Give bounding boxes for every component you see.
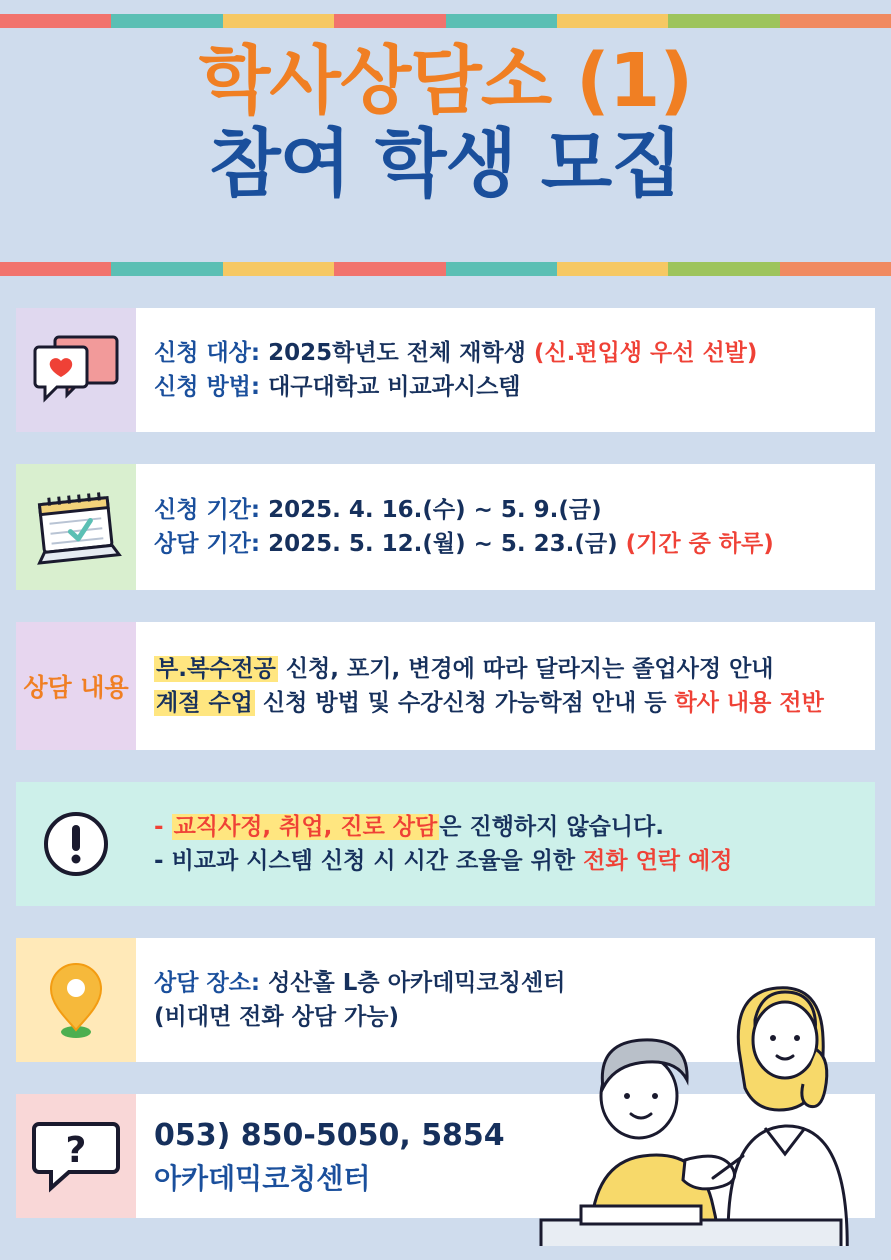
notice-line-2 [154,844,865,879]
place-line-1-label: 상담 장소: [154,969,261,996]
row-notice [16,782,875,906]
target-line-1-label: 신청 대상: [154,339,261,366]
title-line-2: 참여 학생 모집 [209,120,682,207]
period-line-2-label: 상담 기간: [154,531,261,557]
row-counseling-place [16,938,875,1062]
period-line-1-label: 신청 기간: [154,496,261,523]
notice-line-1-highlight: 교직사정, 취업, 진로 상담 [173,813,438,840]
notice-line-1-prefix: - [154,813,164,840]
application-period-text [136,464,875,590]
row-counseling-content [16,622,875,750]
notice-line-1-rest: 은 진행하지 않습니다. [439,813,664,840]
bottom-bar [0,1246,891,1260]
place-line-2: (비대면 전화 상담 가능) [154,1004,400,1030]
counseling-content-label [16,622,136,750]
period-line-1 [154,493,865,528]
poster-title [0,40,891,206]
target-line-1 [154,336,865,371]
content-line-2 [154,686,865,721]
period-line-2-value: 2025. 5. 12.(월) ~ 5. 23.(금) [268,531,618,557]
period-line-2-note: (기간 중 하루) [625,531,774,557]
target-line-1-note: (신.편입생 우선 선발) [533,339,758,366]
speech-bubble-heart-icon [16,308,136,432]
top-color-stripe [0,14,891,28]
period-line-2 [154,527,865,562]
content-line-2-highlight: 계절 수업 [156,690,253,716]
counseling-content-label-text: 상담 내용 [23,673,129,702]
contact-text [136,1094,875,1218]
target-line-1-value: 2025학년도 전체 재학생 [268,339,526,366]
place-line-1 [154,966,865,1001]
notice-text [136,782,875,906]
calendar-icon [16,464,136,590]
target-line-2-value: 대구대학교 비교과시스템 [268,374,521,400]
contact-office: 아카데믹코칭센터 [154,1161,371,1195]
notice-line-2-note: 전화 연락 예정 [583,848,733,874]
period-line-1-value: 2025. 4. 16.(수) ~ 5. 9.(금) [268,496,602,523]
target-line-2-label: 신청 방법: [154,374,261,400]
content-line-1-rest: 신청, 포기, 변경에 따라 달라지는 졸업사정 안내 [285,655,774,682]
row-application-period [16,464,875,590]
row-contact [16,1094,875,1218]
exclamation-circle-icon [16,782,136,906]
map-pin-icon [16,938,136,1062]
content-line-1 [154,652,865,687]
counseling-content-text [136,622,875,750]
content-line-1-highlight: 부.복수전공 [156,655,276,682]
notice-line-1 [154,810,865,845]
notice-line-2-text: 비교과 시스템 신청 시 시간 조율을 위한 [171,848,576,874]
counseling-place-text [136,938,875,1062]
notice-line-2-prefix: - [154,848,164,874]
contact-phone: 053) 850-5050, 5854 [154,1117,505,1153]
svg-text:?: ? [65,1130,87,1171]
speech-bubble-question-icon [16,1094,136,1218]
content-line-2-note: 학사 내용 전반 [674,690,824,716]
row-application-target [16,308,875,432]
target-line-2 [154,370,865,405]
title-line-1: 학사상담소 (1) [198,38,693,124]
middle-color-stripe [0,262,891,276]
application-target-text [136,308,875,432]
content-line-2-rest: 신청 방법 및 수강신청 가능학점 안내 등 [262,690,667,716]
place-line-1-value: 성산홀 L층 아카데믹코칭센터 [268,969,566,996]
